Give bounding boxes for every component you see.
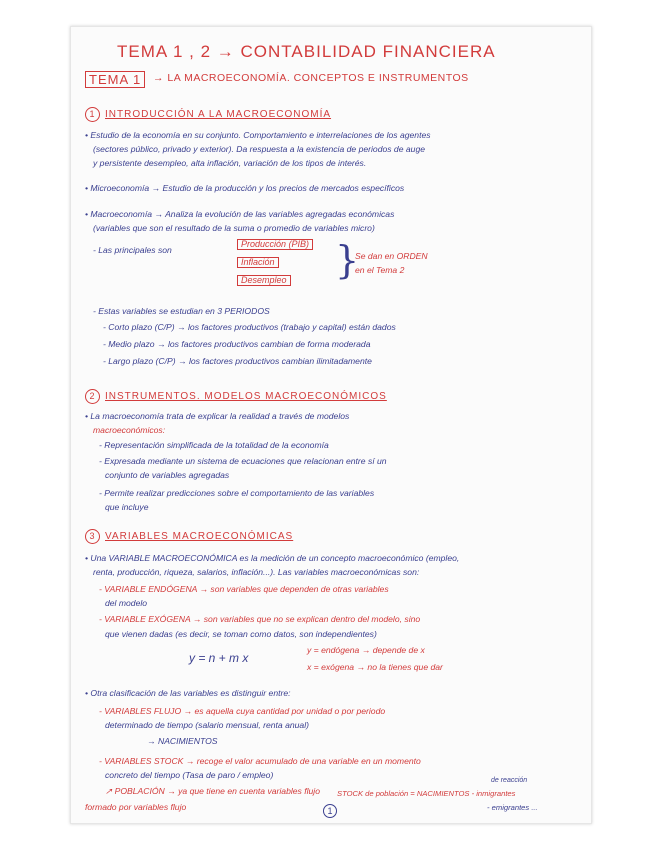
stock-note-small: de reacción [491,777,528,784]
section-2-number: 2 [85,389,100,404]
s3-poblacion: ↗ POBLACIÓN → ya que tiene en cuenta variables flujo [105,786,320,796]
brace-note-2: en el Tema 2 [355,265,405,275]
s2-line-2: macroeconómicos: [93,425,166,435]
formula: y = n + m x [189,651,249,665]
s3-nacimientos: → NACIMIENTOS [147,736,218,746]
s3-flujo: - VARIABLES FLUJO → es aquella cuya cantidad por unidad o por periodo [99,706,386,716]
s1-periodo-medio: - Medio plazo → los factores productivos cambian de forma moderada [103,339,371,349]
tema-box: TEMA 1 [85,71,145,88]
s2-line-6: - Permite realizar predicciones sobre el comportamiento de las variables [99,488,375,498]
s3-exogena: - VARIABLE EXÓGENA → son variables que no se explican dentro del modelo, sino [99,614,421,624]
s2-line-4: - Expresada mediante un sistema de ecuaciones que relacionan entre sí un [99,456,387,466]
s1-p1-line-3: y persistente desempleo, alta inflación, variación de los tipos de interés. [93,158,367,168]
s3-formado: formado por variables flujo [85,802,187,812]
stock-note-2: - emigrantes ... [487,803,538,812]
section-2-title: INSTRUMENTOS. MODELOS MACROECONÓMICOS [105,391,387,402]
formula-note-x: x = exógena → no la tienes que dar [307,662,443,672]
page-title: TEMA 1 , 2 → CONTABILIDAD FINANCIERA [117,42,496,61]
boxed-inflacion: Inflación [237,257,279,268]
s3-stock-cont: concreto del tiempo (Tasa de paro / empleo) [105,770,274,780]
boxed-desempleo: Desempleo [237,275,291,286]
s3-l2-1: • Otra clasificación de las variables es distinguir entre: [85,688,291,698]
notes-page [70,26,592,824]
s3-line-2: renta, producción, riqueza, salarios, inflación...). Las variables macroeconómicas son: [93,567,420,577]
formula-note-y: y = endógena → depende de x [307,645,425,655]
boxed-produccion: Producción (PIB) [237,239,313,250]
s2-line-5: conjunto de variables agregadas [105,470,230,480]
s3-line-1: • Una VARIABLE MACROECONÓMICA es la medición de un concepto macroeconómico (empleo, [85,553,460,563]
s2-line-3: - Representación simplificada de la totalidad de la economía [99,440,329,450]
s3-stock: - VARIABLES STOCK → recoge el valor acumulado de una variable en un momento [99,756,421,766]
s1-periodo-corto: - Corto plazo (C/P) → los factores productivos (trabajo y capital) están dados [103,322,396,332]
section-3-number: 3 [85,529,100,544]
page-number: 1 [323,804,337,818]
s3-endogena: - VARIABLE ENDÓGENA → son variables que dependen de otras variables [99,584,389,594]
s3-endogena-cont: del modelo [105,598,148,608]
section-3-title: VARIABLES MACROECONÓMICAS [105,531,294,542]
section-2-heading [85,389,387,404]
section-1-title: INTRODUCCIÓN A LA MACROECONOMÍA [105,109,332,120]
s1-periodo-largo: - Largo plazo (C/P) → los factores productivos cambian ilimitadamente [103,356,372,366]
tema-subtitle: → LA MACROECONOMÍA. CONCEPTOS E INSTRUMENTOS [153,72,469,84]
section-1-number: 1 [85,107,100,122]
s1-principales-label: - Las principales son [93,245,172,255]
s2-line-1: • La macroeconomía trata de explicar la realidad a través de modelos [85,411,350,421]
section-3-heading [85,529,293,544]
curly-brace: } [335,238,360,282]
brace-note-1: Se dan en ORDEN [355,251,428,261]
s1-periodos-intro: - Estas variables se estudian en 3 PERIODOS [93,306,270,316]
section-1-heading [85,107,331,122]
s3-flujo-cont: determinado de tiempo (salario mensual, renta anual) [105,720,309,730]
s1-macro-line-2: (variables que son el resultado de la suma o promedio de variables micro) [93,223,375,233]
s3-exogena-cont: que vienen dadas (es decir, se toman como datos, son independientes) [105,629,377,639]
s1-p1-line-2: (sectores público, privado y exterior). Da respuesta a la existencia de periodos de auge [93,144,425,154]
s1-micro: • Microeconomía → Estudio de la producción y los precios de mercados específicos [85,183,405,193]
s2-line-7: que incluye [105,502,149,512]
stock-note-1: STOCK de población = NACIMIENTOS - inmigrantes [337,789,516,798]
s1-p1-line-1: • Estudio de la economía en su conjunto. Comportamiento e interrelaciones de los agentes [85,130,431,140]
s1-macro-line-1: • Macroeconomía → Analiza la evolución de las variables agregadas económicas [85,209,395,219]
